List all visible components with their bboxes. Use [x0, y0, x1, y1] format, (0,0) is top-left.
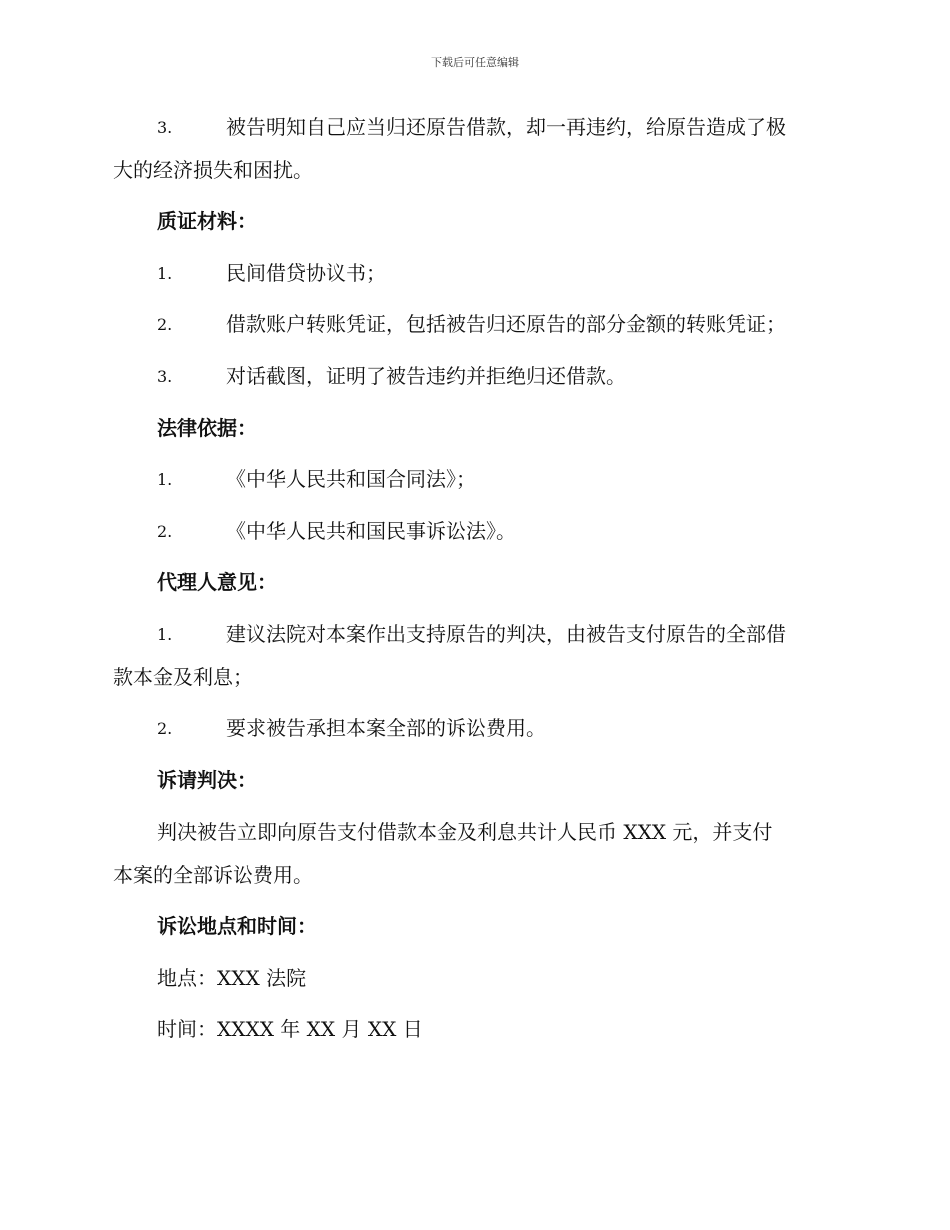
- evidence-item: 对话截图，证明了被告违约并拒绝归还借款。: [226, 364, 626, 388]
- evidence-item: 借款账户转账凭证，包括被告归还原告的部分金额的转账凭证；: [226, 312, 786, 336]
- agent-item: 要求被告承担本案全部的诉讼费用。: [226, 716, 546, 740]
- item-number: 1.: [157, 470, 173, 489]
- item-number: 3.: [157, 118, 173, 137]
- evidence-item: 民间借贷协议书；: [226, 261, 386, 285]
- venue-place: 地点：XXX 法院: [157, 966, 307, 990]
- item-number: 1.: [157, 264, 173, 283]
- claim-line-2: 本案的全部诉讼费用。: [113, 863, 313, 887]
- section-title-legal: 法律依据：: [157, 416, 257, 440]
- section-title-agent: 代理人意见：: [157, 570, 277, 594]
- claim-line-1: 判决被告立即向原告支付借款本金及利息共计人民币 XXX 元，并支付: [157, 820, 773, 844]
- agent-item-line-2: 款本金及利息；: [113, 665, 253, 689]
- legal-item: 《中华人民共和国民事诉讼法》。: [226, 519, 516, 543]
- section-title-venue: 诉讼地点和时间：: [157, 914, 317, 938]
- agent-item-line-1: 建议法院对本案作出支持原告的判决，由被告支付原告的全部借: [226, 622, 786, 646]
- section-title-evidence: 质证材料：: [157, 209, 257, 233]
- legal-item: 《中华人民共和国合同法》；: [226, 467, 476, 491]
- intro-line-2: 大的经济损失和困扰。: [113, 158, 313, 182]
- item-number: 2.: [157, 719, 173, 738]
- item-number: 2.: [157, 522, 173, 541]
- item-number: 2.: [157, 315, 173, 334]
- venue-time: 时间：XXXX 年 XX 月 XX 日: [157, 1017, 423, 1041]
- section-title-claim: 诉请判决：: [157, 768, 257, 792]
- item-number: 1.: [157, 625, 173, 644]
- item-number: 3.: [157, 367, 173, 386]
- page-header: 下载后可任意编辑: [431, 56, 519, 69]
- intro-line-1: 被告明知自己应当归还原告借款，却一再违约，给原告造成了极: [226, 115, 786, 139]
